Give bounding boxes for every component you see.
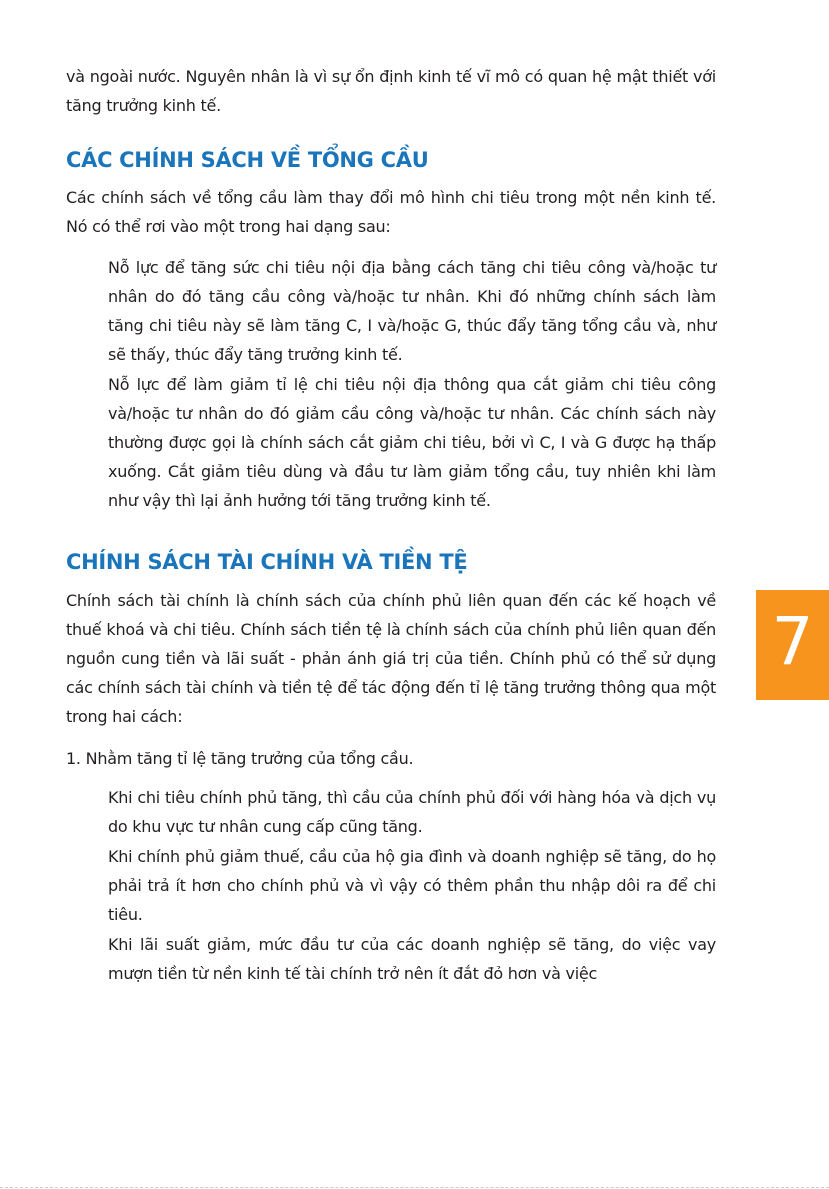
section-heading-aggregate-demand: CÁC CHÍNH SÁCH VỀ TỔNG CẦU: [66, 148, 429, 172]
numbered-item: 1. Nhằm tăng tỉ lệ tăng trưởng của tổng cầu.: [66, 749, 414, 768]
section-intro-paragraph: Chính sách tài chính là chính sách của chính phủ liên quan đến các kế hoạch về thuế khoá và chi tiêu. Chính sách tiền tệ là chính sách của chính phủ liên quan đến nguồn cung tiền và lãi suất - phản ánh giá trị của tiền. Chính phủ có thể sử dụng các chính sách tài chính và tiền tệ để tác động đến tỉ lệ tăng trưởng thông qua một trong hai cách:: [66, 591, 716, 726]
indented-paragraph: Khi chính phủ giảm thuế, cầu của hộ gia đình và doanh nghiệp sẽ tăng, do họ phải trả ít hơn cho chính phủ và vì vậy có thêm phần thu nhập dôi ra để chi tiêu.: [108, 847, 716, 924]
chapter-number: 7: [771, 603, 814, 680]
indented-paragraph: Khi chi tiêu chính phủ tăng, thì cầu của chính phủ đối với hàng hóa và dịch vụ do khu vực tư nhân cung cấp cũng tăng.: [108, 788, 716, 836]
intro-paragraph: và ngoài nước. Nguyên nhân là vì sự ổn định kinh tế vĩ mô có quan hệ mật thiết với tăng trưởng kinh tế.: [66, 67, 716, 115]
page-content: [66, 62, 716, 988]
indented-paragraph: Khi lãi suất giảm, mức đầu tư của các doanh nghiệp sẽ tăng, do việc vay mượn tiền từ nền kinh tế tài chính trở nên ít đắt đỏ hơn và việc: [108, 935, 716, 983]
section-heading-fiscal-monetary: CHÍNH SÁCH TÀI CHÍNH VÀ TIỀN TỆ: [66, 550, 468, 574]
indented-paragraph: Nỗ lực để tăng sức chi tiêu nội địa bằng cách tăng chi tiêu công và/hoặc tư nhân do đó tăng cầu công và/hoặc tư nhân. Khi đó những chính sách làm tăng chi tiêu này sẽ làm tăng C, I và/hoặc G, thúc đẩy tăng tổng cầu và, như sẽ thấy, thúc đẩy tăng trưởng kinh tế.: [108, 258, 716, 364]
section-intro-paragraph: Các chính sách về tổng cầu làm thay đổi mô hình chi tiêu trong một nền kinh tế. Nó có thể rơi vào một trong hai dạng sau:: [66, 188, 716, 236]
chapter-tab: [756, 590, 829, 700]
indented-paragraph: Nỗ lực để làm giảm tỉ lệ chi tiêu nội địa thông qua cắt giảm chi tiêu công và/hoặc tư nhân do đó giảm cầu công và/hoặc tư nhân. Các chính sách này thường được gọi là chính sách cắt giảm chi tiêu, bởi vì C, I và G được hạ thấp xuống. Cắt giảm tiêu dùng và đầu tư làm giảm tổng cầu, tuy nhiên khi làm như vậy thì lại ảnh hưởng tới tăng trưởng kinh tế.: [108, 375, 716, 510]
page-edge-divider: [0, 1187, 829, 1188]
